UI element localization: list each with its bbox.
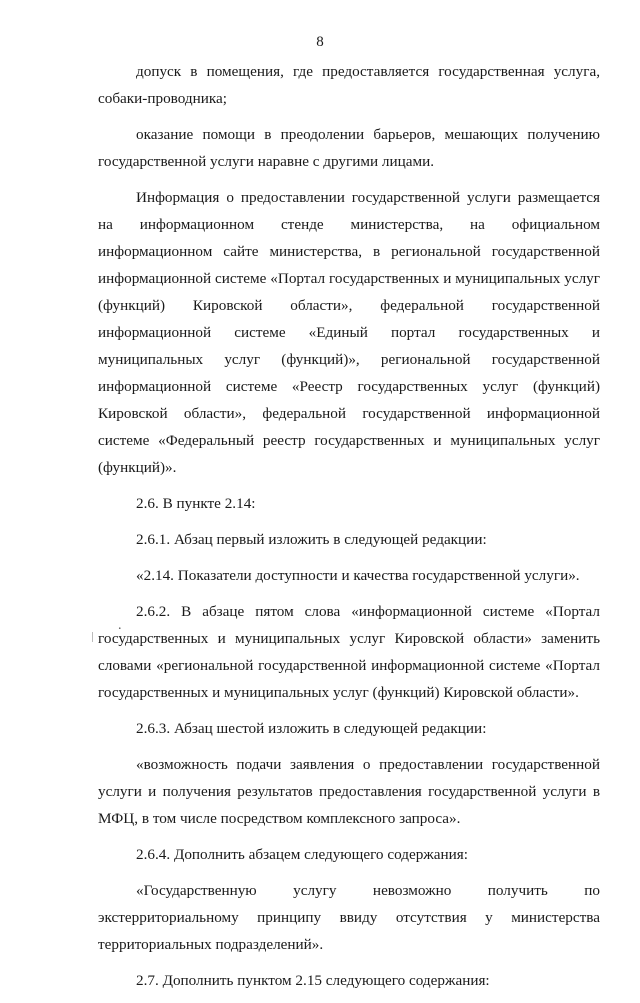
paragraph-application-possibility: «возможность подачи заявления о предоставлении государственной услуги и получения результатов предоставления государственной услуги в МФЦ, в том числе посредством комплексного запроса». [98, 756, 600, 827]
paragraph-clause-2-6-2: 2.6.2. В абзаце пятом слова «информационной системе «Портал государственных и муниципальных услуг Кировской области» заменить словами «региональной государственной информационной системе «Портал государственных и муниципальных услуг (функций) Кировской области». [98, 603, 600, 701]
paragraph-assistance: оказание помощи в преодолении барьеров, мешающих получению государственной услуги наравне с другими лицами. [98, 126, 600, 170]
paragraph-clause-2-6: 2.6. В пункте 2.14: [136, 495, 256, 512]
paragraph-information-placement: Информация о предоставлении государственной услуги размещается на информационном стенде министерства, на официальном информационном сайте министерства, в региональной государственной информационной системе «Портал государственных и муниципальных услуг (функций) Кировской области», федеральной государственной информационной системе «Единый портал государственных и муниципальных услуг (функций)», региональной государственной информационной системе «Реестр государственных услуг (функций) Кировской области», федеральной государственной информационной системе «Федеральный реестр государственных и муниципальных услуг (функций)». [98, 189, 600, 476]
paragraph-extraterritorial: «Государственную услугу невозможно получить по экстерриториальному принципу ввиду отсутствия у министерства территориальных подразделений». [98, 882, 600, 953]
document-body [98, 58, 600, 1003]
paragraph-guide-dogs: допуск в помещения, где предоставляется государственная услуга, собаки-проводника; [98, 63, 600, 107]
paragraph-clause-2-7: 2.7. Дополнить пунктом 2.15 следующего содержания: [136, 972, 490, 989]
paragraph-clause-2-6-4: 2.6.4. Дополнить абзацем следующего содержания: [136, 846, 468, 863]
page-number: 8 [316, 34, 324, 50]
margin-tick-mark [92, 632, 93, 642]
paragraph-clause-2-14-title: «2.14. Показатели доступности и качества государственной услуги». [136, 567, 580, 584]
paragraph-clause-2-6-1: 2.6.1. Абзац первый изложить в следующей редакции: [136, 531, 487, 548]
paragraph-clause-2-6-3: 2.6.3. Абзац шестой изложить в следующей редакции: [136, 720, 487, 737]
stray-dot-mark: . [118, 618, 122, 633]
